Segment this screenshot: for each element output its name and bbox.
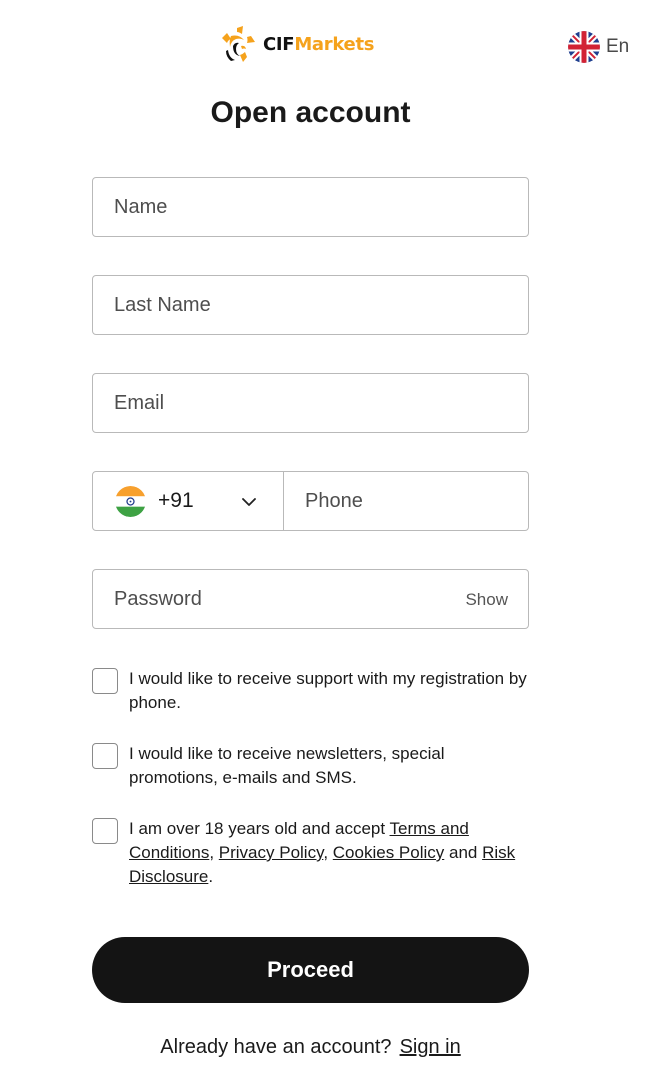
- india-flag-icon: [115, 486, 146, 517]
- last-name-field-wrapper: [92, 275, 529, 335]
- consent-support-checkbox[interactable]: [92, 668, 118, 694]
- privacy-policy-link[interactable]: Privacy Policy: [218, 843, 324, 862]
- brand-logo[interactable]: [217, 24, 374, 64]
- page-title: Open account: [210, 96, 411, 129]
- sign-in-link[interactable]: Sign in: [399, 1036, 461, 1058]
- name-input[interactable]: [93, 178, 528, 236]
- consent-newsletter-row: [92, 742, 532, 790]
- name-field-wrapper: [92, 177, 529, 237]
- language-label: En: [606, 36, 630, 57]
- cookies-policy-link[interactable]: Cookies Policy: [332, 843, 445, 862]
- email-input[interactable]: [93, 374, 528, 432]
- last-name-input[interactable]: [93, 276, 528, 334]
- password-input[interactable]: [93, 570, 528, 628]
- country-code-select[interactable]: [92, 471, 284, 531]
- proceed-button[interactable]: Proceed: [92, 937, 529, 1003]
- phone-field-group: [92, 471, 529, 531]
- show-password-toggle[interactable]: Show: [465, 590, 508, 609]
- dial-code: +91: [158, 489, 194, 512]
- header: [0, 0, 659, 90]
- language-selector[interactable]: [568, 31, 629, 63]
- phone-input[interactable]: [284, 472, 528, 530]
- uk-flag-icon: [568, 31, 600, 63]
- brand-name: CIFMarkets: [263, 33, 375, 55]
- consent-terms-label: I am over 18 years old and accept Terms and Conditions, Privacy Policy, Cookies Policy and Risk Disclosure.: [129, 819, 516, 886]
- consent-support-row: [92, 667, 532, 715]
- consent-newsletter-label: I would like to receive newsletters, special promotions, e-mails and SMS.: [129, 744, 445, 787]
- consent-support-label: I would like to receive support with my registration by phone.: [129, 669, 527, 712]
- cif-markets-logo-icon: [217, 24, 257, 64]
- consent-terms-row: [92, 817, 532, 889]
- email-field-wrapper: [92, 373, 529, 433]
- phone-field-wrapper: [284, 471, 529, 531]
- consent-newsletter-checkbox[interactable]: [92, 743, 118, 769]
- password-field-wrapper: [92, 569, 529, 629]
- terms-link[interactable]: Terms and Conditions: [129, 819, 469, 862]
- already-have-account-text: Already have an account?: [160, 1036, 392, 1058]
- consent-terms-checkbox[interactable]: [92, 818, 118, 844]
- chevron-down-icon: [241, 494, 257, 510]
- risk-disclosure-link[interactable]: Risk Disclosure: [129, 843, 516, 886]
- signin-prompt: [0, 1036, 621, 1059]
